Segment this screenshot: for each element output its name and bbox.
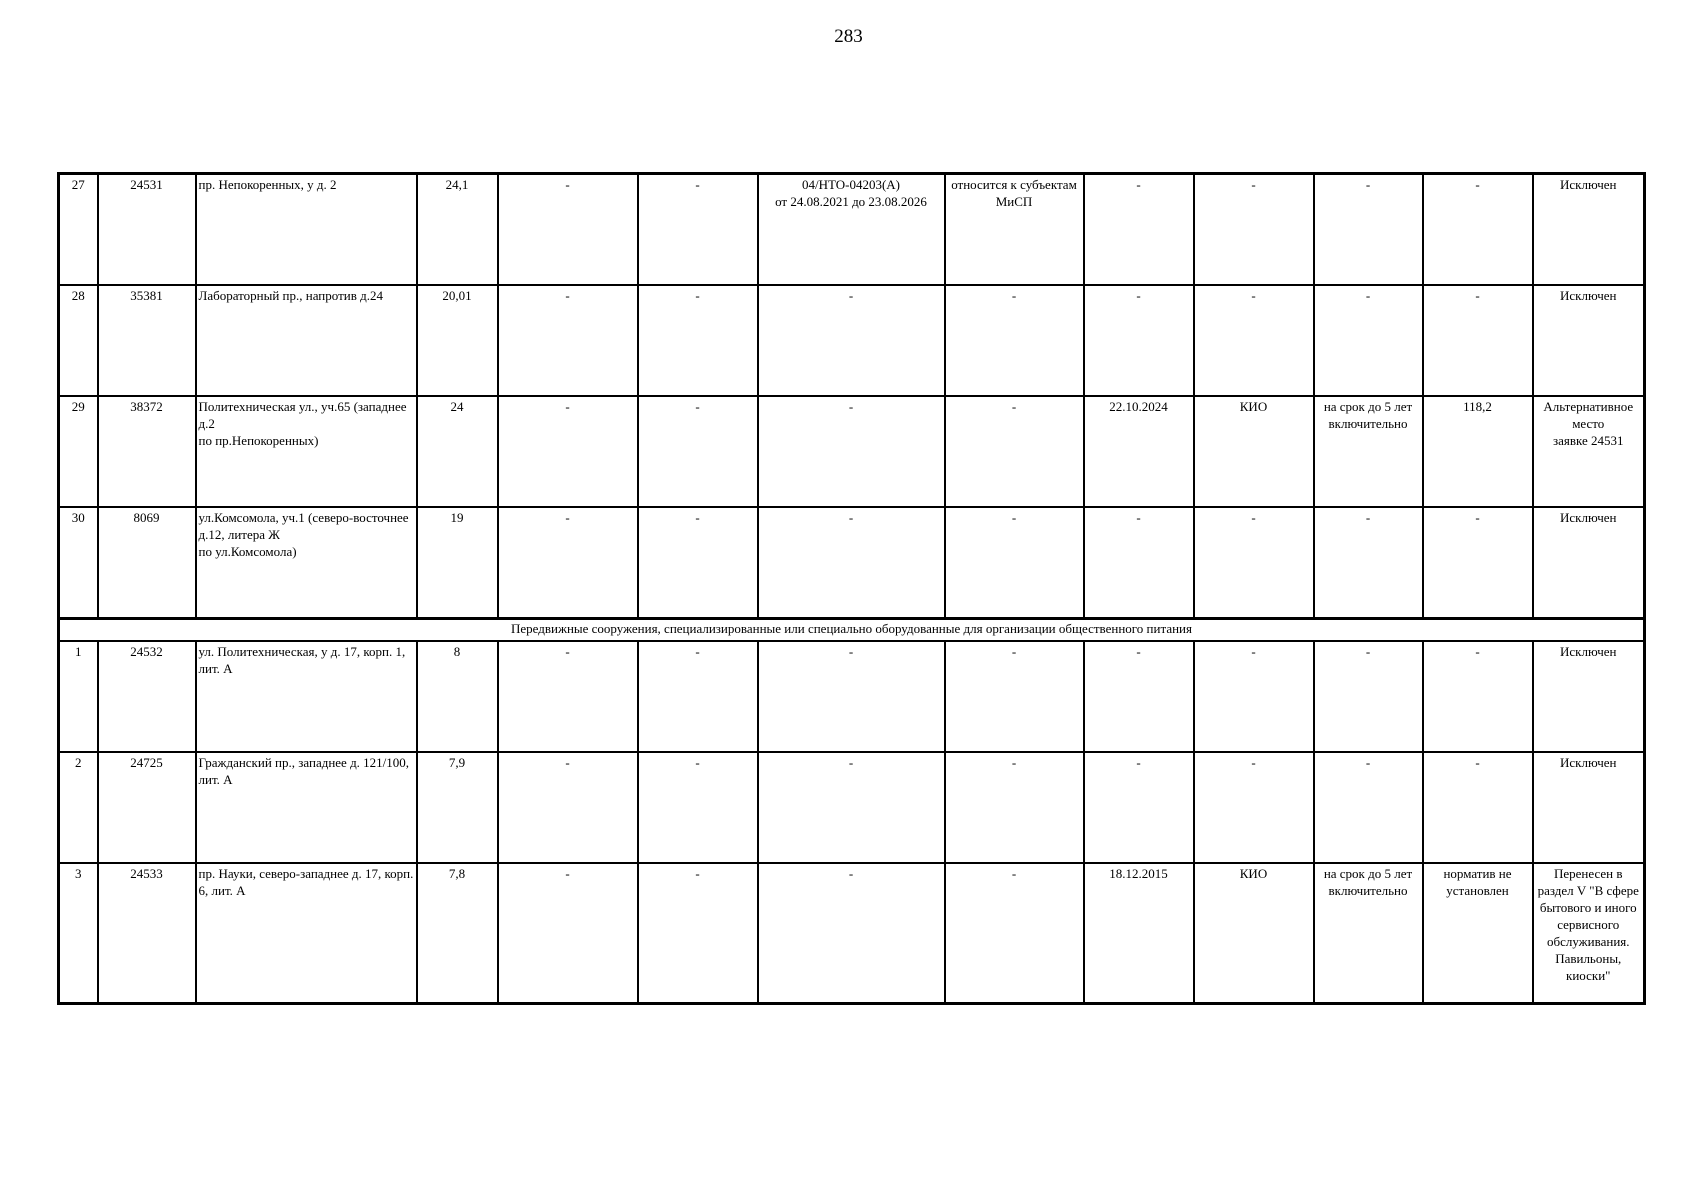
row-number-cell: 28	[59, 285, 98, 396]
note-cell: Исключен	[1533, 641, 1645, 752]
area-cell: 8	[417, 641, 498, 752]
contract-cell: -	[758, 507, 945, 619]
column-6-cell: -	[638, 285, 758, 396]
object-id-cell: 8069	[98, 507, 196, 619]
column-5-cell: -	[498, 396, 638, 507]
area-cell: 7,9	[417, 752, 498, 863]
price-cell: 118,2	[1423, 396, 1533, 507]
row-number-cell: 30	[59, 507, 98, 619]
area-cell: 19	[417, 507, 498, 619]
address-cell: пр. Непокоренных, у д. 2	[196, 174, 417, 286]
column-5-cell: -	[498, 285, 638, 396]
msp-status-cell: -	[945, 507, 1084, 619]
price-cell: -	[1423, 752, 1533, 863]
column-5-cell: -	[498, 863, 638, 1004]
price-cell: -	[1423, 285, 1533, 396]
msp-status-cell: -	[945, 285, 1084, 396]
row-number-cell: 3	[59, 863, 98, 1004]
table-row	[59, 396, 1645, 507]
organization-cell: -	[1194, 507, 1314, 619]
organization-cell: -	[1194, 285, 1314, 396]
column-6-cell: -	[638, 752, 758, 863]
msp-status-cell: -	[945, 396, 1084, 507]
term-cell: -	[1314, 174, 1423, 286]
msp-status-cell: -	[945, 863, 1084, 1004]
area-cell: 24,1	[417, 174, 498, 286]
price-cell: норматив не установлен	[1423, 863, 1533, 1004]
organization-cell: -	[1194, 752, 1314, 863]
organization-cell: КИО	[1194, 396, 1314, 507]
decision-date-cell: -	[1084, 174, 1194, 286]
contract-cell: -	[758, 863, 945, 1004]
address-cell: Лабораторный пр., напротив д.24	[196, 285, 417, 396]
organization-cell: -	[1194, 174, 1314, 286]
row-number-cell: 29	[59, 396, 98, 507]
object-id-cell: 24533	[98, 863, 196, 1004]
address-cell: Гражданский пр., западнее д. 121/100, лит. А	[196, 752, 417, 863]
column-6-cell: -	[638, 396, 758, 507]
note-cell: Исключен	[1533, 174, 1645, 286]
object-id-cell: 24532	[98, 641, 196, 752]
msp-status-cell: относится к субъектам МиСП	[945, 174, 1084, 286]
object-id-cell: 24725	[98, 752, 196, 863]
decision-date-cell: -	[1084, 507, 1194, 619]
address-cell: пр. Науки, северо-западнее д. 17, корп. 6, лит. А	[196, 863, 417, 1004]
table-row	[59, 863, 1645, 1004]
term-cell: -	[1314, 507, 1423, 619]
column-6-cell: -	[638, 863, 758, 1004]
term-cell: -	[1314, 285, 1423, 396]
table-row	[59, 285, 1645, 396]
term-cell: -	[1314, 752, 1423, 863]
column-6-cell: -	[638, 174, 758, 286]
price-cell: -	[1423, 507, 1533, 619]
price-cell: -	[1423, 174, 1533, 286]
decision-date-cell: 22.10.2024	[1084, 396, 1194, 507]
note-cell: Исключен	[1533, 285, 1645, 396]
object-id-cell: 24531	[98, 174, 196, 286]
term-cell: на срок до 5 лет включительно	[1314, 863, 1423, 1004]
contract-cell: -	[758, 285, 945, 396]
row-number-cell: 27	[59, 174, 98, 286]
section-header-row	[59, 619, 1645, 642]
row-number-cell: 1	[59, 641, 98, 752]
table-row	[59, 641, 1645, 752]
organization-cell: КИО	[1194, 863, 1314, 1004]
contract-cell: 04/НТО-04203(А) от 24.08.2021 до 23.08.2026	[758, 174, 945, 286]
address-cell: ул.Комсомола, уч.1 (северо-восточнее д.12, литера Ж по ул.Комсомола)	[196, 507, 417, 619]
table-row	[59, 507, 1645, 619]
note-cell: Альтернативное место заявке 24531	[1533, 396, 1645, 507]
column-5-cell: -	[498, 507, 638, 619]
note-cell: Перенесен в раздел V "В сфере бытового и иного сервисного обслуживания. Павильоны, киоски"	[1533, 863, 1645, 1004]
decision-date-cell: -	[1084, 752, 1194, 863]
table-row	[59, 174, 1645, 286]
note-cell: Исключен	[1533, 507, 1645, 619]
page-number: 283	[834, 26, 863, 47]
term-cell: -	[1314, 641, 1423, 752]
decision-date-cell: 18.12.2015	[1084, 863, 1194, 1004]
column-5-cell: -	[498, 174, 638, 286]
decision-date-cell: -	[1084, 641, 1194, 752]
msp-status-cell: -	[945, 641, 1084, 752]
contract-cell: -	[758, 396, 945, 507]
decision-date-cell: -	[1084, 285, 1194, 396]
address-cell: ул. Политехническая, у д. 17, корп. 1, лит. А	[196, 641, 417, 752]
term-cell: на срок до 5 лет включительно	[1314, 396, 1423, 507]
column-5-cell: -	[498, 752, 638, 863]
area-cell: 24	[417, 396, 498, 507]
column-6-cell: -	[638, 641, 758, 752]
contract-cell: -	[758, 641, 945, 752]
area-cell: 20,01	[417, 285, 498, 396]
column-6-cell: -	[638, 507, 758, 619]
contract-cell: -	[758, 752, 945, 863]
msp-status-cell: -	[945, 752, 1084, 863]
table-row	[59, 752, 1645, 863]
registry-table	[57, 172, 1646, 1005]
organization-cell: -	[1194, 641, 1314, 752]
row-number-cell: 2	[59, 752, 98, 863]
section-title: Передвижные сооружения, специализированные или специально оборудованные для организации общественного питания	[59, 619, 1645, 642]
object-id-cell: 35381	[98, 285, 196, 396]
object-id-cell: 38372	[98, 396, 196, 507]
price-cell: -	[1423, 641, 1533, 752]
address-cell: Политехническая ул., уч.65 (западнее д.2 по пр.Непокоренных)	[196, 396, 417, 507]
note-cell: Исключен	[1533, 752, 1645, 863]
column-5-cell: -	[498, 641, 638, 752]
area-cell: 7,8	[417, 863, 498, 1004]
